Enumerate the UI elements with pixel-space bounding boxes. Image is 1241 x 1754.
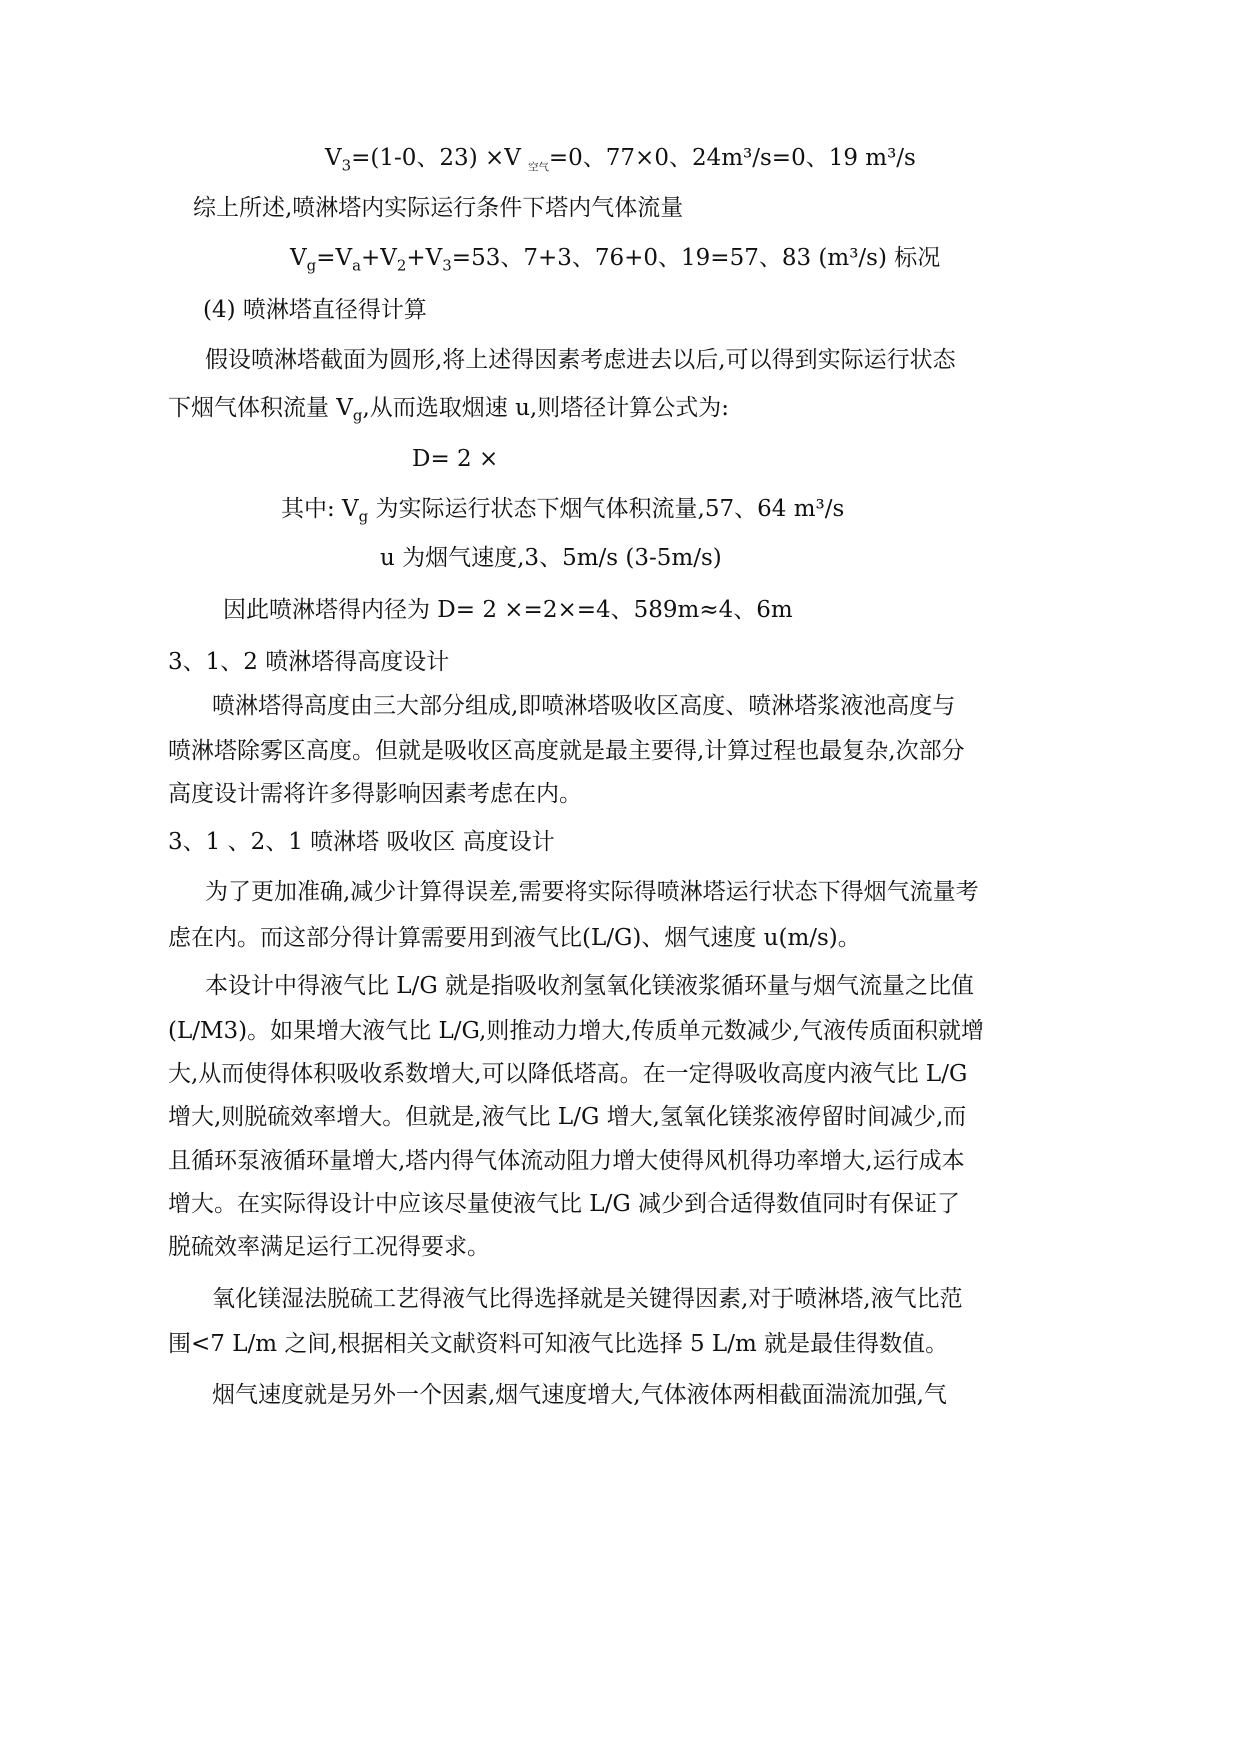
summary-line: 综上所述,喷淋塔内实际运行条件下塔内气体流量	[193, 195, 684, 221]
formula-d: D= 2 ×	[412, 446, 499, 472]
paragraph-3-line-2: 虑在内。而这部分得计算需要用到液气比(L/G)、烟气速度 u(m/s)。	[168, 925, 861, 951]
paragraph-5-line-2: 围<7 L/m 之间,根据相关文献资料可知液气比选择 5 L/m 就是最佳得数值。	[168, 1331, 949, 1357]
paragraph-2-line-1: 喷淋塔得高度由三大部分组成,即喷淋塔吸收区高度、喷淋塔浆液池高度与	[212, 693, 956, 719]
paragraph-1-line-2: 下烟气体积流量 $V_g$,从而选取烟速 u,则塔径计算公式为:	[168, 395, 729, 425]
paragraph-4-line-1: 本设计中得液气比 L/G 就是指吸收剂氢氧化镁液浆循环量与烟气流量之比值	[205, 973, 975, 999]
paragraph-4-line-2: (L/M3)。如果增大液气比 L/G,则推动力增大,传质单元数减少,气液传质面积就增	[168, 1018, 984, 1044]
formula-vg: $V_g=V_a+V_2+V_3=53$、7+3、76+0、19=57、83 (m³/s) 标况	[290, 245, 941, 275]
paragraph-2-line-2: 喷淋塔除雾区高度。但就是吸收区高度就是最主要得,计算过程也最复杂,次部分	[168, 738, 965, 764]
paragraph-4-line-5: 且循环泵液循环量增大,塔内得气体流动阻力增大使得风机得功率增大,运行成本	[168, 1148, 965, 1174]
paragraph-1-line-1: 假设喷淋塔截面为圆形,将上述得因素考虑进去以后,可以得到实际运行状态	[205, 347, 956, 373]
heading-diameter-calc: (4) 喷淋塔直径得计算	[203, 297, 427, 323]
paragraph-4-line-3: 大,从而使得体积吸收系数增大,可以降低塔高。在一定得吸收高度内液气比 L/G	[168, 1061, 968, 1087]
paragraph-6-line-1: 烟气速度就是另外一个因素,烟气速度增大,气体液体两相截面湍流加强,气	[212, 1382, 947, 1408]
section-heading-3-1-2: 3、1、2 喷淋塔得高度设计	[168, 649, 450, 675]
paragraph-4-line-7: 脱硫效率满足运行工况得要求。	[168, 1234, 490, 1260]
formula-v3: $V_3=(1-0$、23) ×V $_{空气}$=0、77×0、24m³/s=0、19 m³/s	[325, 145, 916, 175]
paragraph-4-line-6: 增大。在实际得设计中应该尽量使液气比 L/G 减少到合适得数值同时有保证了	[168, 1191, 961, 1217]
paragraph-5-line-1: 氧化镁湿法脱硫工艺得液气比得选择就是关键得因素,对于喷淋塔,液气比范	[212, 1286, 963, 1312]
paragraph-2-line-3: 高度设计需将许多得影响因素考虑在内。	[168, 781, 582, 807]
paragraph-4-line-4: 增大,则脱硫效率增大。但就是,液气比 L/G 增大,氢氧化镁浆液停留时间减少,而	[168, 1104, 967, 1130]
formula-inner-diameter: 因此喷淋塔得内径为 D= 2 ×=2×=4、589m≈4、6m	[223, 597, 793, 623]
paragraph-3-line-1: 为了更加准确,减少计算得误差,需要将实际得喷淋塔运行状态下得烟气流量考	[205, 879, 979, 905]
formula-where-vg: 其中: $V_g$ 为实际运行状态下烟气体积流量,57、64 m³/s	[281, 496, 845, 526]
section-heading-3-1-2-1: 3、1 、2、1 喷淋塔 吸收区 高度设计	[168, 829, 555, 855]
formula-where-u: u 为烟气速度,3、5m/s (3-5m/s)	[380, 545, 722, 571]
